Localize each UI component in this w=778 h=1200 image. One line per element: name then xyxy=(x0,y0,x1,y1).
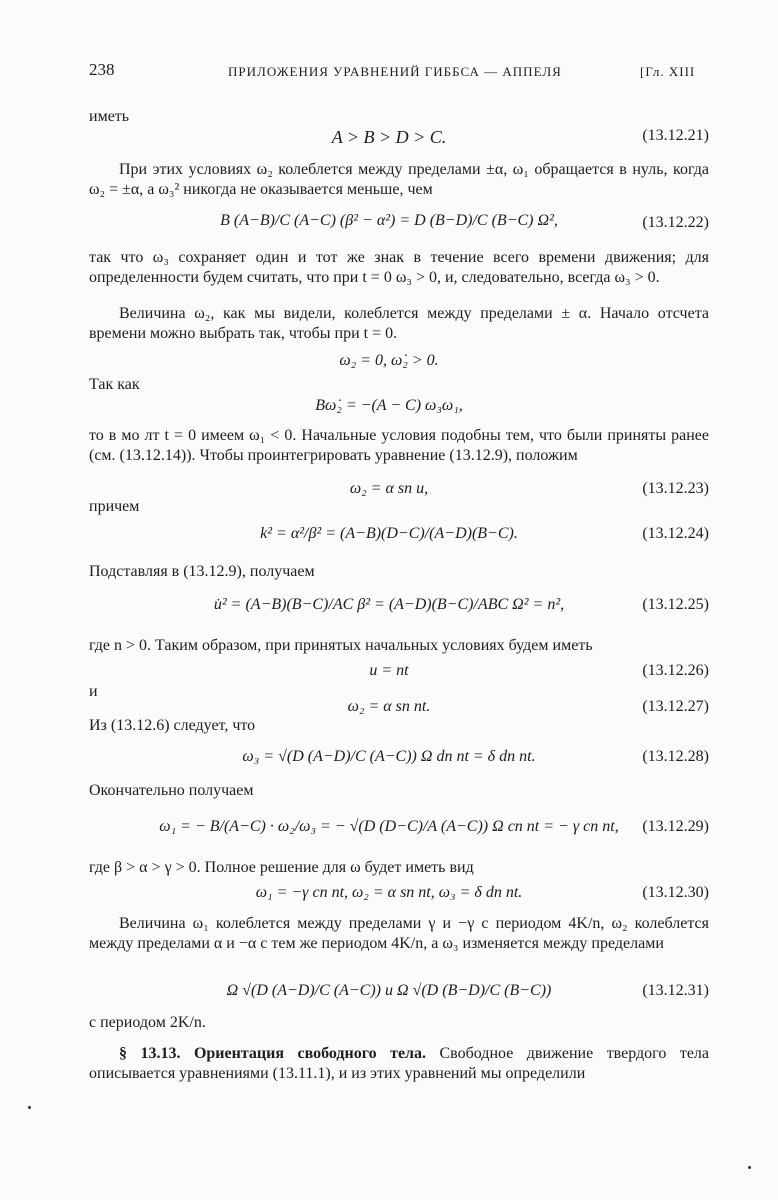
equation-13-12-30: ω₁ = −γ cn nt, ω₂ = α sn nt, ω₃ = δ dn nt. xyxy=(255,884,523,901)
equation-initial: ω₂ = 0, ω̇₂ > 0. xyxy=(339,352,439,369)
text-line: и xyxy=(89,683,98,700)
section-paragraph xyxy=(89,1044,709,1084)
paragraph: так что ω₃ сохраняет один и тот же знак в течение всего времени движения; для определенности будем считать, что при t = 0 ω₃ > 0, и, следовательно, всегда ω₃ > 0. xyxy=(89,249,709,286)
equation-13-12-28: ω₃ = √(D (A−D)/C (A−C)) Ω dn nt = δ dn nt. xyxy=(242,748,536,765)
equation-13-12-25: u̇² = (A−B)(B−C)/AC β² = (A−D)(B−C)/ABC Ω² = n², xyxy=(213,596,565,613)
chapter-marker: [Гл. XIII xyxy=(640,64,696,79)
equation-13-12-26: u = nt xyxy=(369,662,409,679)
equation-number: (13.12.27) xyxy=(642,698,709,715)
equation-13-12-31: Ω √(D (A−D)/C (A−C)) и Ω √(D (B−D)/C (B−C)) xyxy=(226,982,552,999)
paragraph: При этих условиях ω₂ колеблется между пределами ±α, ω₁ обращается в нуль, когда ω₂ = ±α, а ω₃² никогда не оказывается меньше, чем xyxy=(89,161,709,198)
section-text: Свободное движение твердого тела описывается уравнениями (13.11.1), и из этих уравнений мы определили xyxy=(89,1045,709,1082)
equation-13-12-23: ω₂ = α sn u, xyxy=(349,480,429,497)
equation-13-12-21: A > B > D > C. xyxy=(331,127,447,147)
equation-13-12-22: B (A−B)/C (A−C) (β² − α²) = D (B−D)/C (B−C) Ω², xyxy=(220,212,558,229)
equation-number: (13.12.29) xyxy=(642,818,709,835)
speck xyxy=(28,1106,31,1109)
section-heading: § 13.13. Ориентация свободного тела. xyxy=(119,1045,427,1062)
text-line: Подставляя в (13.12.9), получаем xyxy=(89,563,315,580)
equation-number: (13.12.30) xyxy=(642,884,709,901)
paragraph: Величина ω₂, как мы видели, колеблется между пределами ± α. Начало отсчета времени можно выбрать так, чтобы при t = 0. xyxy=(89,305,709,342)
equation-number: (13.12.31) xyxy=(642,982,709,999)
equation-13-12-29: ω₁ = − B/(A−C) · ω₂/ω₃ = − √(D (D−C)/A (A−C)) Ω cn nt = − γ cn nt, xyxy=(159,818,619,835)
text-line: Окончательно получаем xyxy=(89,782,254,799)
text-line: причем xyxy=(89,498,140,515)
paragraph: где n > 0. Таким образом, при принятых начальных условиях будем иметь xyxy=(89,637,593,654)
text-line: Из (13.12.6) следует, что xyxy=(89,717,256,734)
paragraph: где β > α > γ > 0. Полное решение для ω будет иметь вид xyxy=(89,859,474,876)
equation-number: (13.12.25) xyxy=(642,596,709,613)
paragraph: то в мо лт t = 0 имеем ω₁ < 0. Начальные условия подобны тем, что были приняты ранее (см. (13.12.14)). Чтобы проинтегрировать уравнение (13.12.9), положим xyxy=(89,427,709,464)
equation-euler: Bω̇₂ = −(A − C) ω₃ω₁, xyxy=(315,397,463,414)
equation-number: (13.12.28) xyxy=(642,748,709,765)
text-line: иметь xyxy=(89,108,130,125)
speck xyxy=(748,1166,751,1169)
equation-13-12-24: k² = α²/β² = (A−B)(D−C)/(A−D)(B−C). xyxy=(260,525,518,542)
equation-number: (13.12.26) xyxy=(642,662,709,679)
equation-13-12-27: ω₂ = α sn nt. xyxy=(347,698,431,715)
running-title: ПРИЛОЖЕНИЯ УРАВНЕНИЙ ГИББСА — АППЕЛЯ xyxy=(228,64,562,79)
equation-number: (13.12.23) xyxy=(642,480,709,497)
text-line: Так как xyxy=(89,376,140,393)
equation-number: (13.12.22) xyxy=(642,214,709,231)
page-number: 238 xyxy=(89,60,115,79)
equation-number: (13.12.24) xyxy=(642,525,709,542)
text-line: с периодом 2K/n. xyxy=(89,1014,206,1031)
equation-number: (13.12.21) xyxy=(642,127,709,144)
paragraph: Величина ω₁ колеблется между пределами γ и −γ с периодом 4K/n, ω₂ колеблется между пределами α и −α с тем же периодом 4K/n, а ω₃ изменяется между пределами xyxy=(89,915,709,952)
